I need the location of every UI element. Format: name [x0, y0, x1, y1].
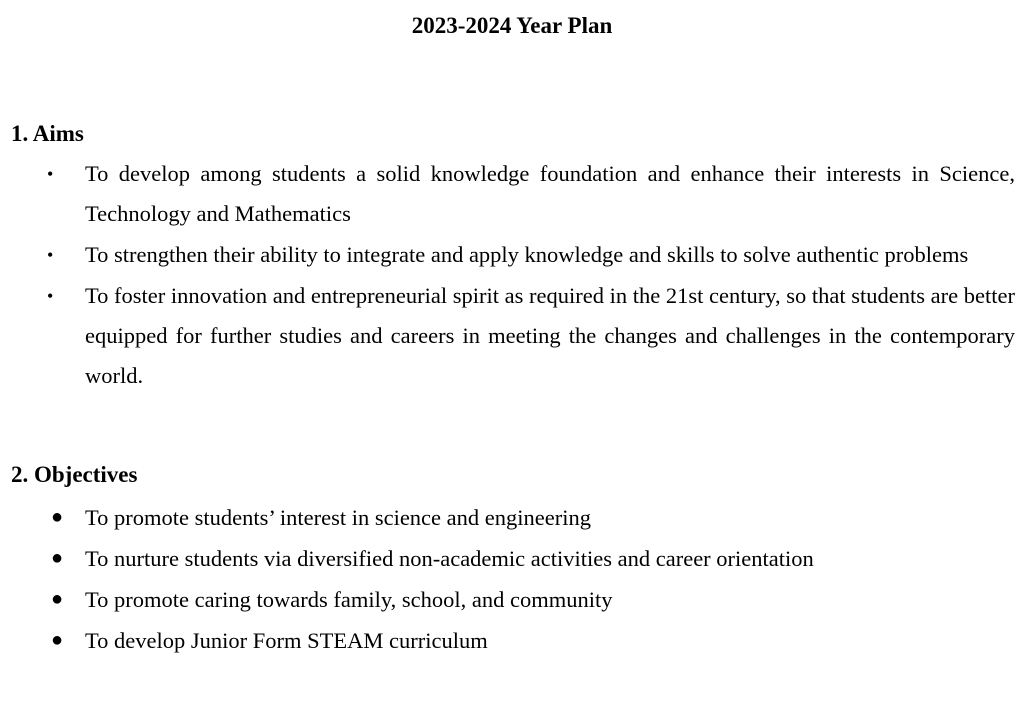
bullet-icon: ● — [51, 588, 64, 610]
objectives-item — [11, 579, 1015, 620]
objectives-item — [11, 538, 1015, 579]
aims-heading: 1. Aims — [11, 121, 84, 146]
bullet-icon: ● — [51, 629, 64, 651]
aims-item-text: To develop among students a solid knowledge foundation and enhance their interests in Science, Technology and Mathematics — [85, 161, 1015, 226]
aims-item — [11, 235, 1015, 275]
objectives-item-text: To promote caring towards family, school, and community — [85, 587, 613, 612]
objectives-item-text: To develop Junior Form STEAM curriculum — [85, 628, 488, 653]
aims-item — [11, 276, 1015, 396]
bullet-icon: • — [47, 286, 54, 306]
document-title: 2023-2024 Year Plan — [411, 13, 613, 38]
objectives-item-text: To promote students’ interest in science and engineering — [85, 505, 591, 530]
aims-item-text: To foster innovation and entrepreneurial spirit as required in the 21st century, so that students are better equipped for further studies and careers in meeting the changes and challenges in the contemporary world. — [85, 283, 1015, 388]
aims-item-text: To strengthen their ability to integrate and apply knowledge and skills to solve authentic problems — [85, 242, 969, 267]
aims-list — [11, 154, 1015, 396]
aims-item — [11, 154, 1015, 234]
aims-section — [11, 120, 1015, 397]
objectives-list — [11, 497, 1015, 661]
bullet-icon: • — [47, 245, 54, 265]
objectives-item — [11, 497, 1015, 538]
objectives-item — [11, 620, 1015, 661]
bullet-icon: ● — [51, 506, 64, 528]
bullet-icon: ● — [51, 547, 64, 569]
objectives-item-text: To nurture students via diversified non-academic activities and career orientation — [85, 546, 814, 571]
objectives-section — [11, 461, 1015, 661]
bullet-icon: • — [47, 164, 54, 184]
objectives-heading: 2. Objectives — [11, 462, 138, 487]
